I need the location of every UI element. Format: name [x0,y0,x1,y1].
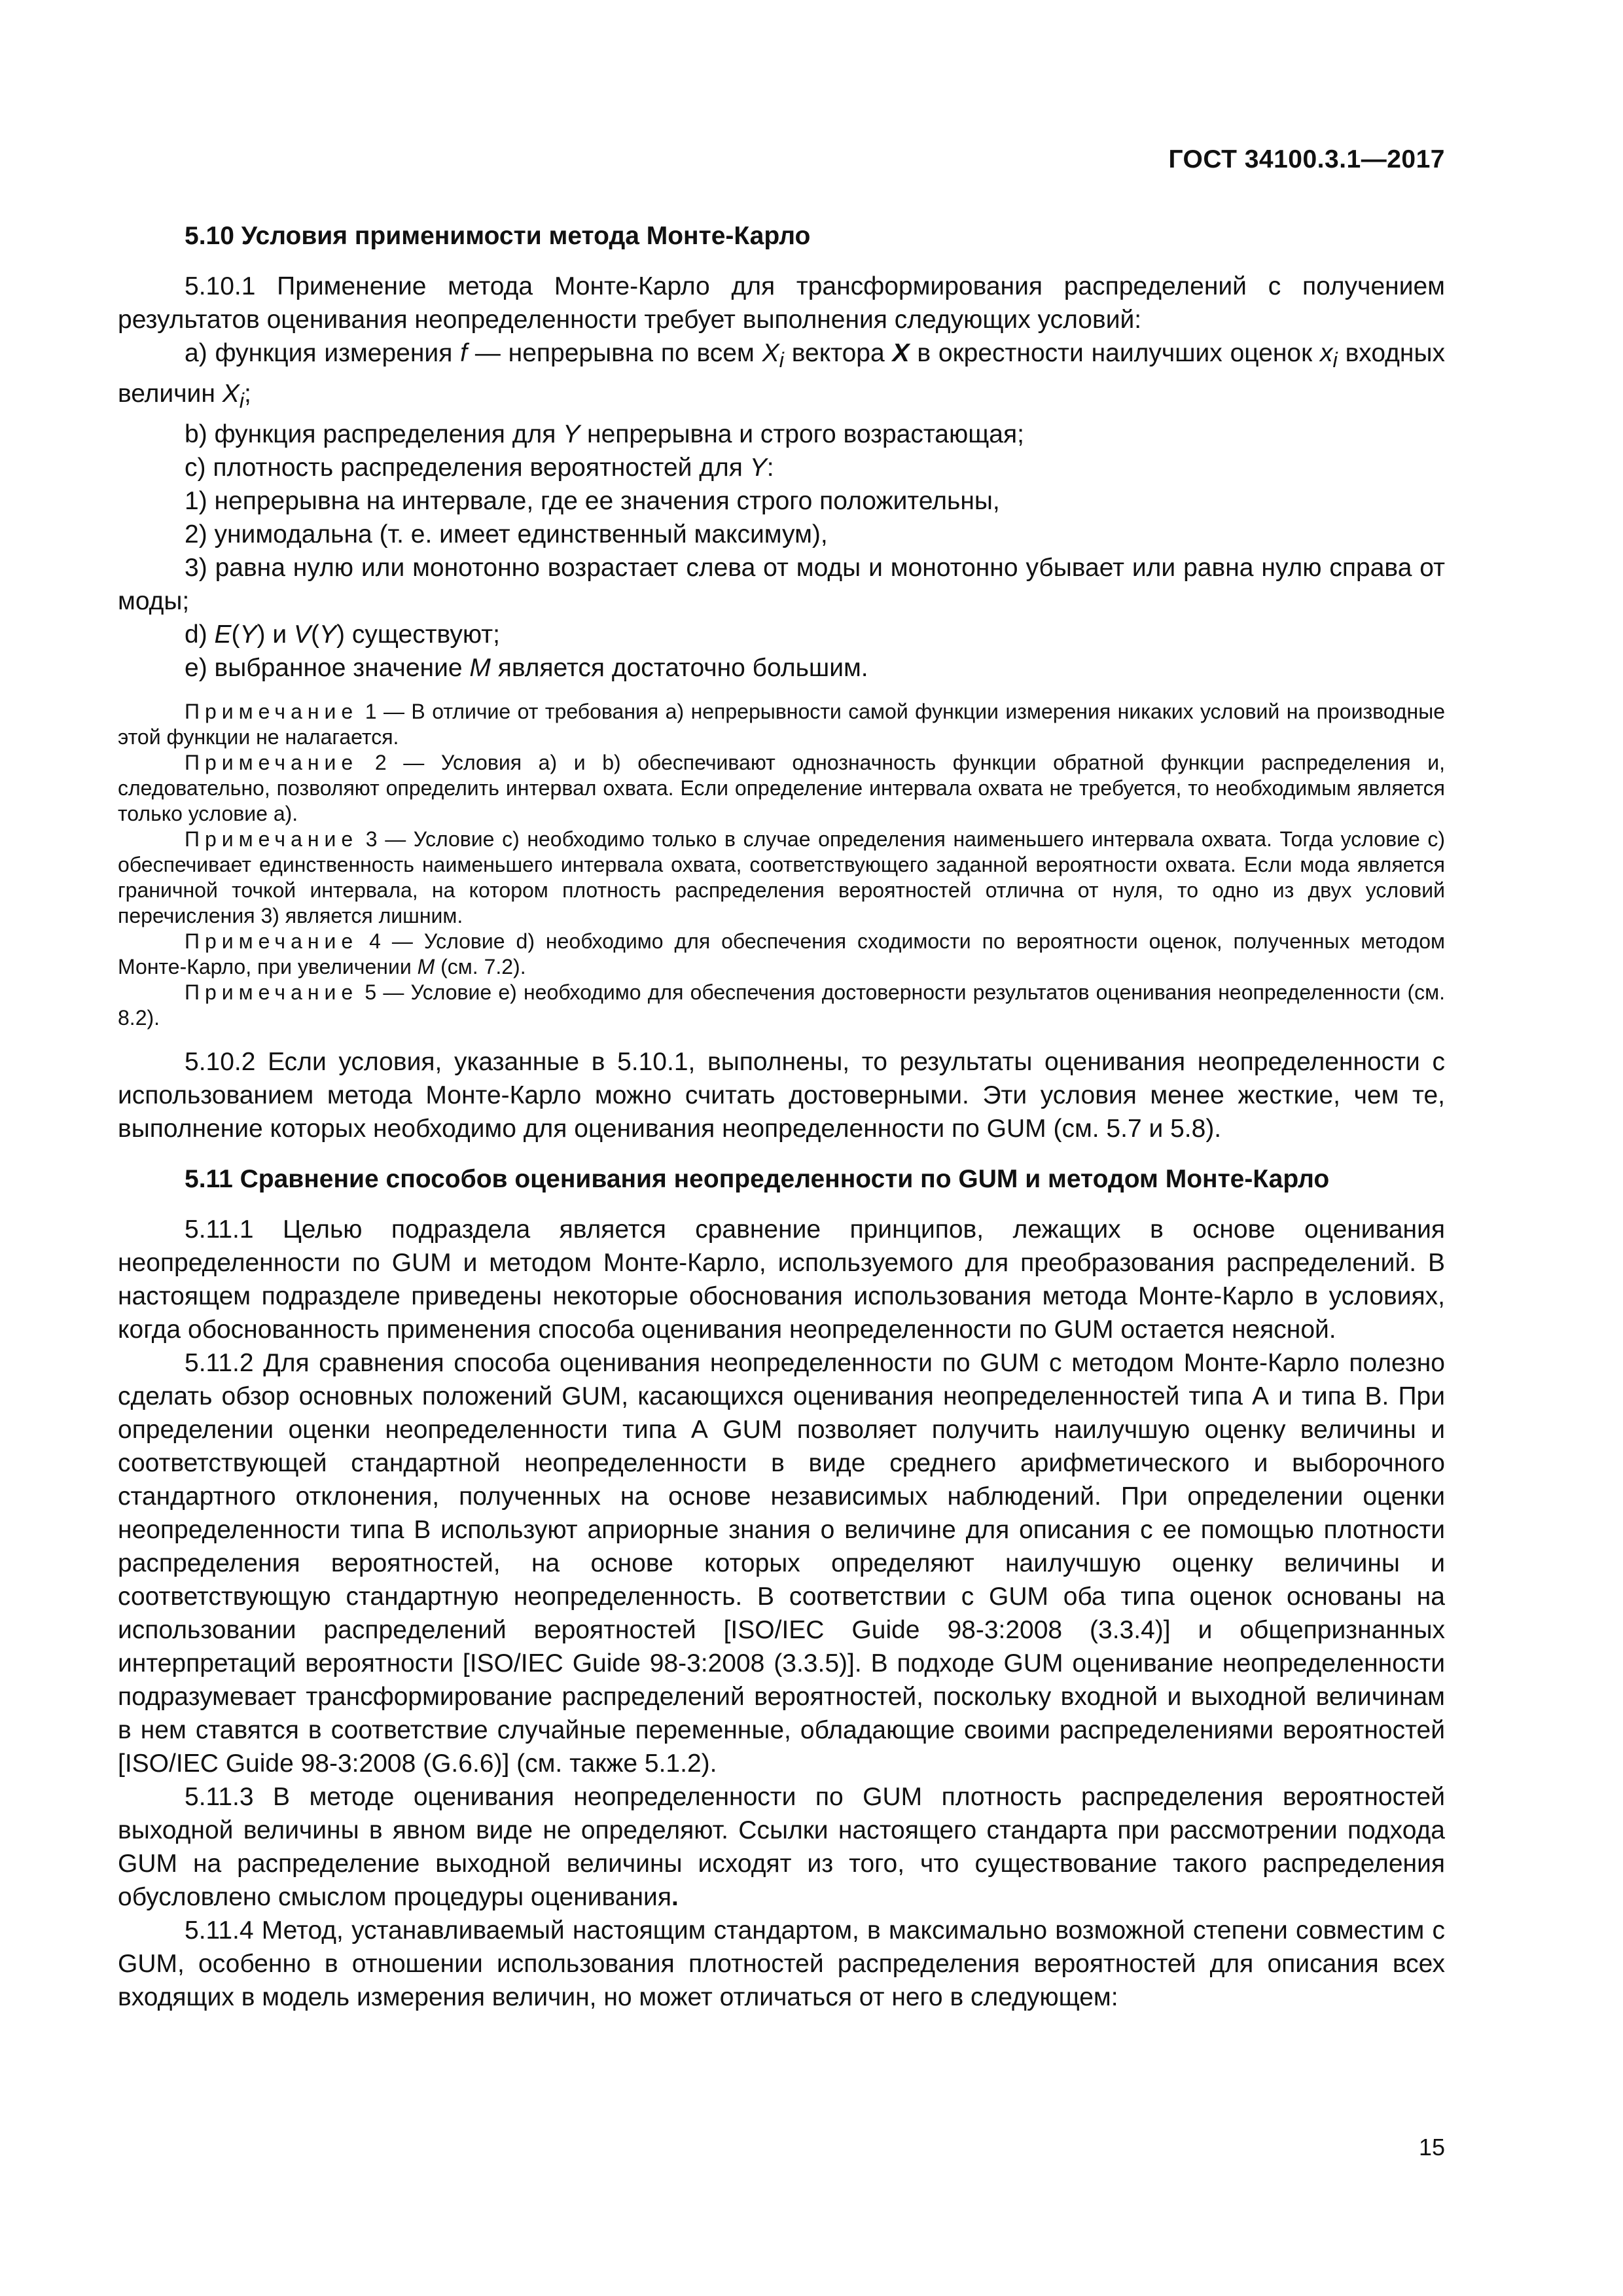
section-heading-5-11: 5.11 Сравнение способов оценивания неопределенности по GUM и методом Монте-Карло [185,1164,1330,1193]
list-item-c-2: 2) унимодальна (т. е. имеет единственный максимум), [185,520,828,548]
paragraph-5-10-1: 5.10.1 Применение метода Монте-Карло для трансформирования распределений с получением результатов оценивания неопределенности требует выполнения следующих условий: [118,272,1445,334]
paragraph-5-11-3: 5.11.3 В методе оценивания неопределенности по GUM плотность распределения вероятностей выходной величины в явном виде не определяют. Ссылки настоящего стандарта при рассмотрении подхода GUM на распределение выходной величины исходят из того, что существование такого распределения обусловлено смыслом процедуры оценивания. [118,1782,1445,1911]
note-5: Примечание 5 — Условие e) необходимо для обеспечения достоверности результатов оценивания неопределенности (см. 8.2). [118,980,1445,1030]
list-item-c: c) плотность распределения вероятностей для Y: [185,453,774,482]
paragraph-5-11-2: 5.11.2 Для сравнения способа оценивания неопределенности по GUM с методом Монте-Карло полезно сделать обзор основных положений GUM, касающихся оценивания неопределенностей типа А и типа В. При определении оценки неопределенности типа А GUM позволяет получить наилучшую оценку величины и соответствующей стандартной неопределенности в виде среднего арифметического и выборочного стандартного отклонения, полученных на основе независимых наблюдений. При определении оценки неопределенности типа В используют априорные знания о величине для описания с ее помощью плотности распределения вероятностей, на основе которых определяют наилучшую оценку величины и соответствующую стандартную неопределенность. В соответствии с GUM оба типа оценок основаны на использовании распределений вероятностей [ISO/IEC Guide 98-3:2008 (3.3.4)] и общепризнанных интерпретаций вероятности [ISO/IEC Guide 98-3:2008 (3.3.5)]. В подходе GUM оценивание неопределенности подразумевает трансформирование распределений вероятностей, поскольку входной и выходной величинам в нем ставятся в соответствие случайные переменные, обладающие своими распределениями вероятностей [ISO/IEC Guide 98-3:2008 (G.6.6)] (см. также 5.1.2). [118,1348,1445,1778]
note-1: Примечание 1 — В отличие от требования a) непрерывности самой функции измерения никаких условий на производные этой функции не налагается. [118,699,1445,749]
standard-header: ГОСТ 34100.3.1—2017 [1168,145,1445,173]
list-item-d: d) E(Y) и V(Y) существуют; [185,620,501,649]
notes-block [118,699,1445,1031]
list-item-b: b) функция распределения для Y непрерывна и строго возрастающая; [185,420,1024,448]
section-heading-5-10: 5.10 Условия применимости метода Монте-Карло [185,222,811,250]
note-2: Примечание 2 — Условия a) и b) обеспечивают однозначность функции обратной функции распределения и, следовательно, позволяют определить интервал охвата. Если определение интервала охвата не требуется, то необходимым является только условие a). [118,750,1445,825]
paragraph-5-10-2: 5.10.2 Если условия, указанные в 5.10.1, выполнены, то результаты оценивания неопределенности с использованием метода Монте-Карло можно считать достоверными. Эти условия менее жесткие, чем те, выполнение которых необходимо для оценивания неопределенности по GUM (см. 5.7 и 5.8). [118,1047,1445,1143]
list-item-a: a) функция измерения f — непрерывна по всем $X_i$ вектора X в окрестности наилучших оценок $x_i$ входных величин $X_i$; [118,339,1446,412]
list-item-c-1: 1) непрерывна на интервале, где ее значения строго положительны, [185,486,1000,515]
note-3: Примечание 3 — Условие c) необходимо только в случае определения наименьшего интервала охвата. Тогда условие c) обеспечивает единственность наименьшего интервала охвата, соответствующего заданной вероятности охвата. Если мода является граничной точкой интервала, на котором плотность распределения вероятностей отлична от нуля, то одно из двух условий перечисления 3) является лишним. [118,827,1445,927]
paragraph-5-11-1: 5.11.1 Целью подраздела является сравнение принципов, лежащих в основе оценивания неопределенности по GUM и методом Монте-Карло, используемого для преобразования распределений. В настоящем подразделе приведены некоторые обоснования использования метода Монте-Карло в условиях, когда обоснованность применения способа оценивания неопределенности по GUM остается неясной. [118,1215,1445,1344]
paragraph-5-11-4: 5.11.4 Метод, устанавливаемый настоящим стандартом, в максимально возможной степени совместим с GUM, особенно в отношении использования плотностей распределения вероятностей для описания всех входящих в модель измерения величин, но может отличаться от него в следующем: [118,1916,1445,2011]
page-number: 15 [1418,2134,1445,2161]
document-body [118,219,1445,2014]
list-item-c-3: 3) равна нулю или монотонно возрастает слева от моды и монотонно убывает или равна нулю справа от моды; [118,553,1445,615]
note-4: Примечание 4 — Условие d) необходимо для обеспечения сходимости по вероятности оценок, полученных методом Монте-Карло, при увеличении M (см. 7.2). [118,929,1445,978]
list-item-e: e) выбранное значение M является достаточно большим. [185,653,868,682]
